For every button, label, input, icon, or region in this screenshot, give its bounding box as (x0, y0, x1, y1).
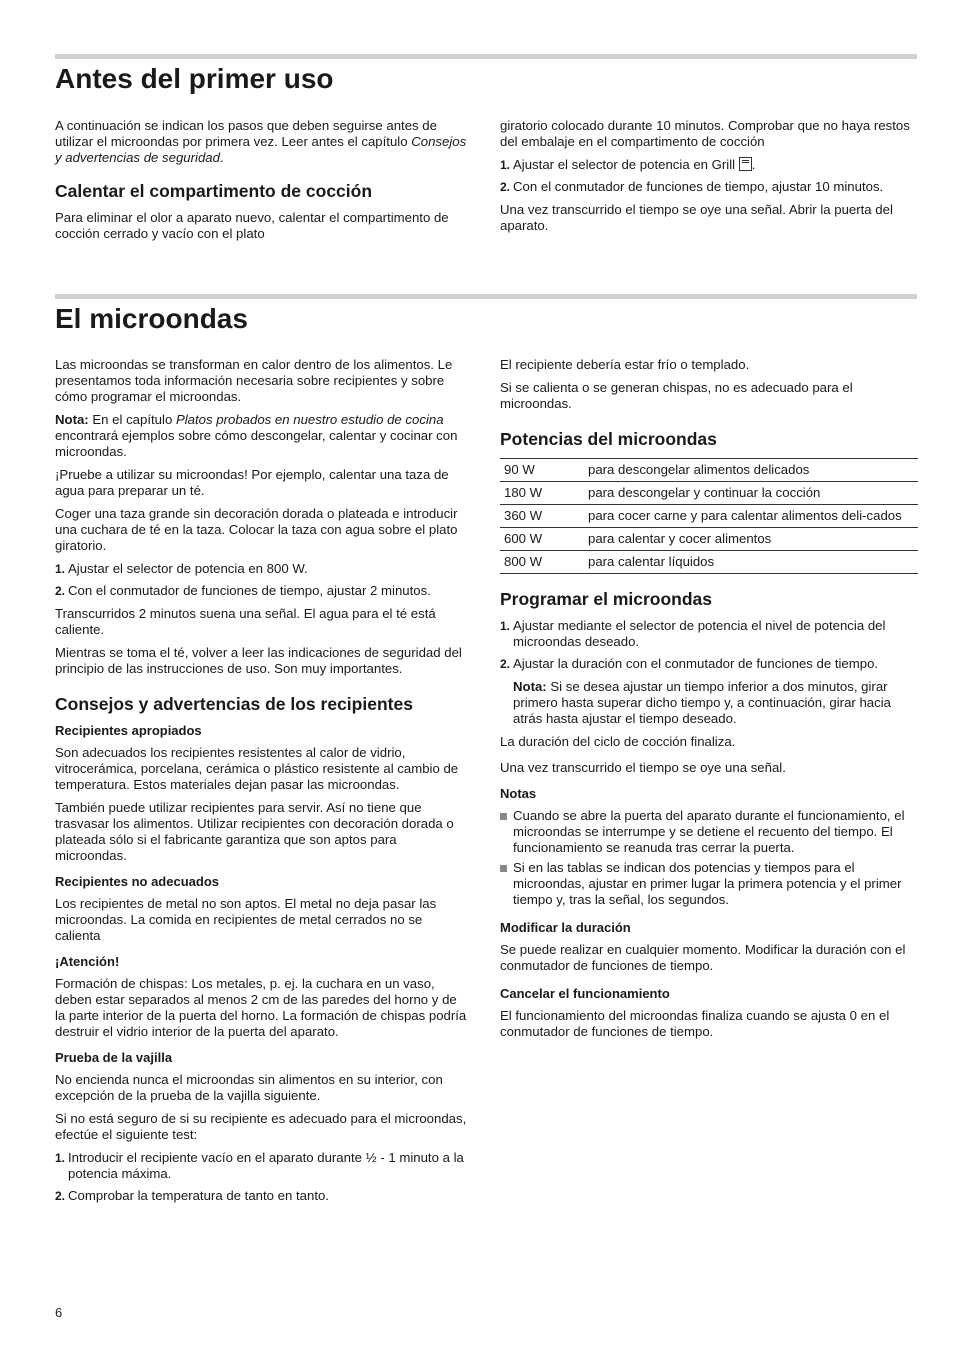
heading-modificar: Modificar la duración (500, 920, 631, 935)
section-title-antes: Antes del primer uso (55, 63, 334, 94)
heading-atencion: ¡Atención! (55, 954, 120, 969)
transcurridos-paragraph: Transcurridos 2 minutos suena una señal. El agua para el té está caliente. (55, 606, 436, 637)
section2-left-column (55, 357, 469, 1211)
list-item (500, 860, 918, 908)
te-steps (55, 561, 469, 599)
atencion-paragraph: Formación de chispas: Los metales, p. ej. la cuchara en un vaso, deben estar separados al menos 2 cm de las paredes del horno y de la parte interior de la puerta del horno. La formación de chispas podría destruir el vidrio interior de la puerta del aparato. (55, 976, 467, 1039)
step-text: Introducir el recipiente vacío en el aparato durante ½ - 1 minuto a la potencia máxima. (68, 1150, 464, 1181)
intro-paragraph (55, 118, 469, 166)
list-item (55, 583, 469, 599)
power-cell: 180 W (500, 482, 584, 505)
page-number: 6 (55, 1305, 63, 1320)
step-text: Ajustar el selector de potencia en Grill (513, 157, 736, 172)
prueba-paragraph: No encienda nunca el microondas sin alimentos en su interior, con excepción de la prueba de la vajilla siguiente. (55, 1072, 443, 1103)
grill-icon (739, 157, 752, 171)
nota-label: Nota: (55, 412, 89, 427)
intro-text: A continuación se indican los pasos que deben seguirse antes de utilizar el microondas por primera vez. Leer antes el capítulo (55, 118, 437, 149)
programar-paragraph: La duración del ciclo de cocción finaliza. (500, 734, 736, 749)
table-row (500, 505, 918, 528)
list-item (55, 1188, 469, 1204)
potencias-table (500, 458, 918, 574)
table-row (500, 528, 918, 551)
nota-label: Nota: (513, 679, 547, 694)
calentar-steps (500, 157, 914, 195)
description-cell: para descongelar y continuar la cocción (584, 482, 918, 505)
step-text: Ajustar el selector de potencia en 800 W. (68, 561, 308, 576)
list-item (55, 561, 469, 577)
notas-list (500, 808, 918, 908)
heading-programar: Programar el microondas (500, 589, 713, 609)
step-text: Comprobar la temperatura de tanto en tanto. (68, 1188, 329, 1203)
heading-prueba: Prueba de la vajilla (55, 1050, 173, 1065)
calentar-paragraph: Para eliminar el olor a aparato nuevo, calentar el compartimento de cocción cerrado y vacío con el plato (55, 210, 449, 241)
programar-nota (500, 679, 918, 727)
calentar-paragraph-cont: giratorio colocado durante 10 minutos. Comprobar que no haya restos del embalaje en el compartimento de cocción (500, 118, 910, 149)
description-cell: para calentar líquidos (584, 551, 918, 574)
step-number: 1. (55, 1151, 66, 1165)
heading-potencias: Potencias del microondas (500, 429, 717, 449)
step-number: 1. (55, 562, 66, 576)
step-text: Con el conmutador de funciones de tiempo, ajustar 2 minutos. (68, 583, 431, 598)
description-cell: para calentar y cocer alimentos (584, 528, 918, 551)
list-item (55, 1150, 469, 1182)
microondas-intro: Las microondas se transforman en calor dentro de los alimentos. Le presentamos toda información necesaria sobre recipientes y sobre cómo programar el microondas. (55, 357, 453, 404)
list-item (500, 618, 918, 650)
list-item (500, 157, 914, 173)
intro-period: . (219, 150, 224, 165)
table-row (500, 551, 918, 574)
programar-paragraph-2: Una vez transcurrido el tiempo se oye una señal. (500, 760, 786, 775)
nota-text-end: encontrará ejemplos sobre cómo descongelar, calentar y cocinar con microondas. (55, 428, 458, 459)
step-number: 2. (500, 657, 511, 671)
nota-item-text: Si en las tablas se indican dos potencias y tiempos para el microondas, ajustar en primer lugar la primera potencia y el primer tiempo y, tras la señal, los segundos. (513, 860, 902, 907)
step-suffix: . (751, 157, 756, 172)
list-item (500, 656, 918, 672)
step-text: Ajustar la duración con el conmutador de funciones de tiempo. (513, 656, 879, 671)
step-text: Ajustar mediante el selector de potencia el nivel de potencia del microondas deseado. (513, 618, 886, 649)
heading-consejos: Consejos y advertencias de los recipientes (55, 694, 413, 714)
mientras-paragraph: Mientras se toma el té, volver a leer las indicaciones de seguridad del principio de las instrucciones de uso. Son muy importantes. (55, 645, 462, 676)
programar-steps (500, 618, 918, 672)
prueba-steps (55, 1150, 469, 1204)
nota-paragraph (55, 412, 469, 460)
heading-no-adecuados: Recipientes no adecuados (55, 874, 219, 889)
prueba-paragraph-2: Si no está seguro de si su recipiente es adecuado para el microondas, efectúe el siguiente test: (55, 1111, 467, 1142)
table-row (500, 459, 918, 482)
section-divider (55, 54, 917, 59)
heading-apropiados: Recipientes apropiados (55, 723, 202, 738)
section-title-microondas: El microondas (55, 303, 248, 334)
nota-item-text: Cuando se abre la puerta del aparato durante el funcionamiento, el microondas se interrumpe y se detiene el recuento del tiempo. El funcionamiento se reanuda tras cerrar la puerta. (513, 808, 905, 855)
cancelar-paragraph: El funcionamiento del microondas finaliza cuando se ajusta 0 en el conmutador de funciones de tiempo. (500, 1008, 890, 1039)
table-row (500, 482, 918, 505)
step-number: 1. (500, 619, 511, 633)
step-number: 2. (55, 584, 66, 598)
calentar-after: Una vez transcurrido el tiempo se oye una señal. Abrir la puerta del aparato. (500, 202, 893, 233)
nota-text: Si se desea ajustar un tiempo inferior a dos minutos, girar primero hasta superar dicho tiempo y, a continuación, girar hacia atrás hasta ajustar el tiempo deseado. (513, 679, 891, 726)
taza-paragraph: Coger una taza grande sin decoración dorada o plateada e introducir una cuchara de té en la taza. Colocar la taza con agua sobre el plato giratorio. (55, 506, 458, 553)
apropiados-paragraph: Son adecuados los recipientes resistentes al calor de vidrio, vitrocerámica, porcelana, cerámica o plástico resistente al cambio de temperatura. Estos materiales dejan pasar las microondas. (55, 745, 459, 792)
no-adecuados-paragraph: Los recipientes de metal no son aptos. El metal no deja pasar las microondas. La comida en recipientes de metal cerrados no se calienta (55, 896, 437, 943)
heading-cancelar: Cancelar el funcionamiento (500, 986, 670, 1001)
section1-right-column (500, 118, 914, 241)
modificar-paragraph: Se puede realizar en cualquier momento. Modificar la duración con el conmutador de funciones de tiempo. (500, 942, 906, 973)
bullet-square-icon (500, 813, 507, 820)
list-item (500, 179, 914, 195)
nota-reference: Platos probados en nuestro estudio de cocina (175, 412, 444, 427)
section2-right-column (500, 357, 918, 1047)
bullet-square-icon (500, 865, 507, 872)
prueba-paragraph-4: Si se calienta o se generan chispas, no es adecuado para el microondas. (500, 380, 853, 411)
description-cell: para descongelar alimentos delicados (584, 459, 918, 482)
description-cell: para cocer carne y para calentar alimentos deli-cados (584, 505, 918, 528)
list-item (500, 808, 918, 856)
power-cell: 600 W (500, 528, 584, 551)
pruebe-paragraph: ¡Pruebe a utilizar su microondas! Por ejemplo, calentar una taza de agua para preparar un té. (55, 467, 449, 498)
step-text: Con el conmutador de funciones de tiempo, ajustar 10 minutos. (513, 179, 884, 194)
heading-calentar: Calentar el compartimento de cocción (55, 181, 373, 201)
nota-text: En el capítulo (88, 412, 176, 427)
apropiados-paragraph-2: También puede utilizar recipientes para servir. Así no tiene que trasvasar los alimentos. Utilizar recipientes con decoración dorada o plateada sólo si el fabricante garantiza que son aptos para microondas. (55, 800, 454, 863)
section1-left-column (55, 118, 469, 249)
heading-notas: Notas (500, 786, 537, 801)
section-divider (55, 294, 917, 299)
step-number: 2. (55, 1189, 66, 1203)
intro-reference: Consejos y advertencias de seguridad (55, 134, 467, 165)
step-number: 1. (500, 158, 511, 172)
step-number: 2. (500, 180, 511, 194)
prueba-paragraph-3: El recipiente debería estar frío o templado. (500, 357, 750, 372)
power-cell: 90 W (500, 459, 584, 482)
power-cell: 360 W (500, 505, 584, 528)
power-cell: 800 W (500, 551, 584, 574)
